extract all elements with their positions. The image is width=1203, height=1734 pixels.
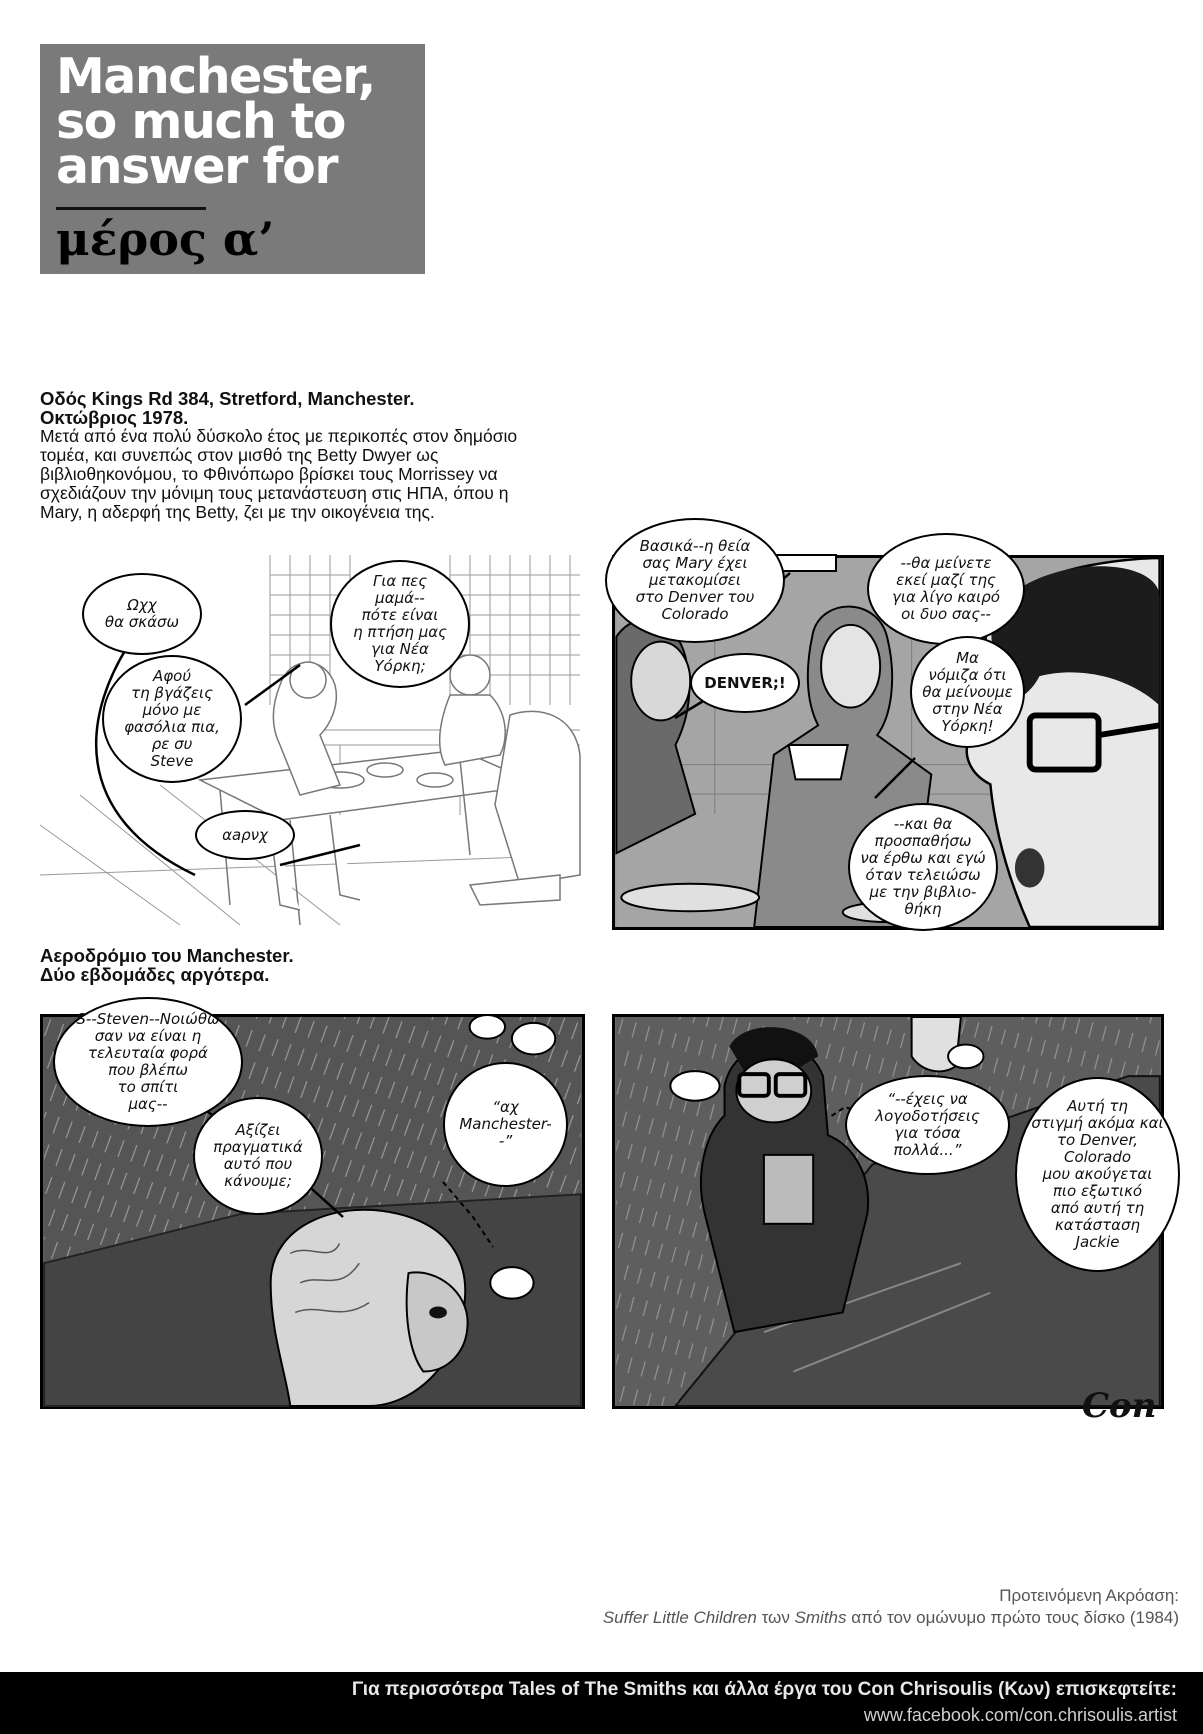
footer-promo: Για περισσότερα Tales of The Smiths και άλλα έργα του Con Chrisoulis (Κων) επισκεφτείτε: [351, 1679, 1177, 1700]
speech-bubble: Για πες μαμά-- πότε είναι η πτήση μας για Νέα Υόρκη; [330, 560, 470, 688]
caption-date: Οκτώβριος 1978. [40, 407, 189, 428]
speech-bubble: “αχ Manchester--” [443, 1062, 568, 1187]
speech-bubble: Ωχχ θα σκάσω [82, 573, 202, 655]
listening-track [603, 1607, 1179, 1629]
artist-signature: Con [1082, 1386, 1157, 1426]
caption-location: Οδός Kings Rd 384, Stretford, Manchester. [40, 388, 415, 409]
listening-song: Suffer Little Children [602, 1608, 757, 1627]
scene-caption-2 [40, 946, 540, 984]
speech-bubble: “--έχεις να λογοδοτήσεις για τόσα πολλά...” [845, 1075, 1010, 1175]
title-box [40, 44, 425, 274]
speech-bubble: DENVER;! [690, 653, 800, 713]
speech-bubble: --και θα προσπαθήσω να έρθω και εγώ όταν τελειώσω με την βιβλιο- θήκη [848, 803, 998, 931]
panel-denver [612, 537, 1164, 930]
footer-bar [0, 1672, 1203, 1734]
panel-rain-boy [612, 1014, 1164, 1409]
title-divider [56, 207, 206, 210]
speech-bubble: Αυτή τη στιγμή ακόμα και το Denver, Colorado μου ακούγεται πιο εξωτικό από αυτή τη κατάσταση Jackie [1015, 1077, 1180, 1272]
speech-bubble: Αξίζει πραγματικά αυτό που κάνουμε; [193, 1097, 323, 1215]
listening-album: από τον ομώνυμο πρώτο τους δίσκο (1984) [846, 1608, 1179, 1627]
speech-bubble: Αφού τη βγάζεις μόνο με φασόλια πια, ρε συ Steve [102, 655, 242, 783]
caption-location: Αεροδρόμιο του Manchester. [40, 945, 294, 966]
scene-caption-1 [40, 389, 545, 522]
panel-rain-girl [40, 1010, 585, 1409]
listening-connector: των [756, 1608, 795, 1627]
panel-kitchen [40, 555, 580, 925]
listening-label: Προτεινόμενη Ακρόαση: [999, 1586, 1179, 1605]
speech-bubble: αaρνχ [195, 810, 295, 860]
speech-bubble: --θα μείνετε εκεί μαζί της για λίγο καιρό οι δυο σας-- [867, 533, 1025, 645]
footer-link[interactable]: www.facebook.com/con.chrisoulis.artist [863, 1705, 1177, 1725]
comic-title: Manchester, so much to answer for [56, 48, 375, 195]
comic-part-label: μέρος α’ [56, 212, 275, 266]
listening-band: Smiths [794, 1608, 847, 1627]
caption-date: Δύο εβδομάδες αργότερα. [40, 964, 270, 985]
caption-narration: Μετά από ένα πολύ δύσκολο έτος με περικοπές στον δημόσιο τομέα, και συνεπώς στον μισθό της Betty Dwyer ως βιβλιοθηκονόμου, το Φθινόπωρο βρίσκει τους Morrissey να σχεδιάζουν την μόνιμη τους μετανάστευση στις ΗΠΑ, όπου η Mary, η αδερφή της Betty, ζει με την οικογένεια της. [40, 426, 518, 522]
speech-bubble: Μα νόμιζα ότι θα μείνουμε στην Νέα Υόρκη! [910, 636, 1025, 748]
speech-bubble: S--Steven--Νοιώθω σαν να είναι η τελευταία φορά που βλέπω το σπίτι μας-- [53, 997, 243, 1127]
recommended-listening [603, 1585, 1179, 1629]
speech-bubble: Βασικά--η θεία σας Mary έχει μετακομίσει στο Denver του Colorado [605, 518, 785, 643]
